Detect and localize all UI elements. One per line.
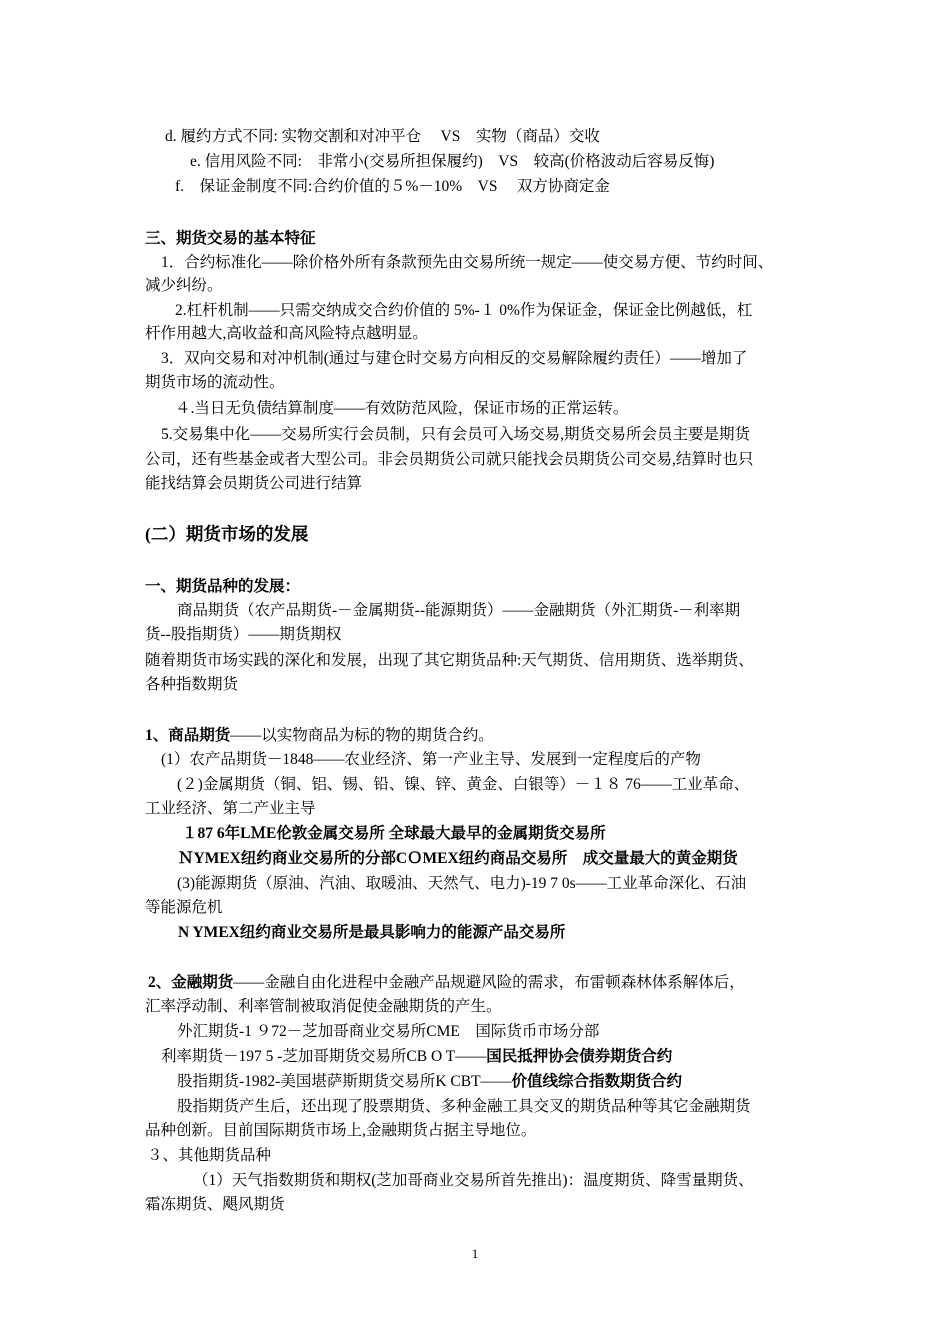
paragraph-line: 公司，还有些基金或者大型公司。非会员期货公司就只能找会员期货公司交易,结算时也只: [145, 451, 754, 468]
mixed-line: [177, 1071, 682, 1093]
paragraph-line: (２)金属期货（铜、铝、锡、铅、镍、锌、黄金、白银等）－１８ 76——工业革命、: [177, 776, 750, 793]
paragraph-line: 商品期货（农产品期货-－金属期货--能源期货）——金融期货（外汇期货-－利率期: [177, 602, 741, 619]
subheading-label: 1、商品期货: [145, 727, 231, 744]
paragraph-line: 减少纠纷。: [145, 277, 223, 294]
section-heading-market-development: (二）期货市场的发展: [145, 524, 309, 544]
heading-variety-development: 一、期货品种的发展：: [145, 578, 301, 595]
paragraph-line: 股指期货产生后，还出现了股票期货、多种金融工具交叉的期货品种等其它金融期货: [177, 1098, 751, 1115]
paragraph-line: 杆作用越大,高收益和高风险特点越明显。: [145, 325, 428, 342]
paragraph-line: 品种创新。目前国际期货市场上,金融期货占据主导地位。: [145, 1122, 537, 1139]
subheading-commodity-futures: [145, 725, 494, 747]
paragraph-line: 3．双向交易和对冲机制(通过与建仓时交易方向相反的交易解除履约责任）——增加了: [161, 350, 748, 367]
paragraph-line: 等能源危机: [145, 899, 223, 916]
page-number: 1: [471, 1246, 479, 1261]
subheading-label: 2、金融期货: [148, 974, 234, 991]
paragraph-line: 2.杠杆机制——只需交纳成交合约价值的 5%-１ 0%作为保证金，保证金比例越低，杠: [175, 302, 753, 319]
text-line-d: d. 履约方式不同: 实物交割和对冲平仓 VS 实物（商品）交收: [165, 128, 600, 145]
paragraph-line: 1．合约标准化——除价格外所有条款预先由交易所统一规定——使交易方便、节约时间、: [161, 254, 774, 271]
paragraph-line: 工业经济、第二产业主导: [145, 800, 316, 817]
paragraph-line: (3)能源期货（原油、汽油、取暖油、天然气、电力)-19 7 0s——工业革命深化、石油: [177, 875, 747, 892]
text-segment: 股指期货-1982-美国堪萨斯期货交易所K CBT——: [177, 1073, 512, 1090]
paragraph-line: 外汇期货-1 ９72－芝加哥商业交易所CME 国际货币市场分部: [177, 1023, 600, 1040]
bold-line: １87 6年LＭE伦敦金属交易所 全球最大最早的金属期货交易所: [182, 825, 606, 842]
subheading-text: ——金融自由化进程中金融产品规避风险的需求，布雷顿森林体系解体后，: [233, 974, 745, 991]
paragraph-line: 汇率浮动制、利率管制被取消促使金融期货的产生。: [145, 998, 502, 1015]
text-line-f: f. 保证金制度不同:合约价值的５%－10% VS 双方协商定金: [175, 178, 610, 195]
bold-line: N YMEX纽约商业交易所是最具影响力的能源产品交易所: [178, 924, 566, 941]
text-line-e: e. 信用风险不同: 非常小(交易所担保履约) VS 较高(价格波动后容易反悔): [190, 153, 715, 170]
subheading-text: ——以实物商品为标的物的期货合约。: [230, 727, 494, 744]
paragraph-line: ４.当日无负债结算制度——有效防范风险，保证市场的正常运转。: [175, 400, 629, 417]
bold-line: ＮYMEX纽约商业交易所的分部CＯMEX纽约商品交易所 成交量最大的黄金期货: [178, 850, 738, 867]
paragraph-line: 各种指数期货: [145, 676, 239, 693]
heading-basic-features: 三、期货交易的基本特征: [145, 230, 316, 247]
bold-segment: 国民抵押协会债券期货合约: [486, 1048, 673, 1065]
subheading-financial-futures: [148, 972, 745, 994]
paragraph-line: 霜冻期货、飓风期货: [145, 1196, 285, 1213]
paragraph-line: 5.交易集中化——交易所实行会员制，只有会员可入场交易,期货交易所会员主要是期货: [161, 426, 751, 443]
mixed-line: [161, 1046, 672, 1068]
paragraph-line: （1）天气指数期货和期权(芝加哥商业交易所首先推出)：温度期货、降雪量期货、: [193, 1172, 754, 1189]
paragraph-line: 货--股指期货）——期货期权: [145, 626, 342, 643]
paragraph-line: 期货市场的流动性。: [145, 374, 285, 391]
paragraph-line: (1）农产品期货－1848——农业经济、第一产业主导、发展到一定程度后的产物: [161, 751, 701, 768]
paragraph-line: 能找结算会员期货公司进行结算: [145, 475, 363, 492]
subheading-other-futures: ３、其他期货品种: [147, 1147, 272, 1164]
paragraph-line: 随着期货市场实践的深化和发展，出现了其它期货品种:天气期货、信用期货、选举期货、: [145, 652, 754, 669]
bold-segment: 价值线综合指数期货合约: [511, 1073, 683, 1090]
text-segment: 利率期货－197 5 -芝加哥期货交易所CB O T——: [161, 1048, 487, 1065]
